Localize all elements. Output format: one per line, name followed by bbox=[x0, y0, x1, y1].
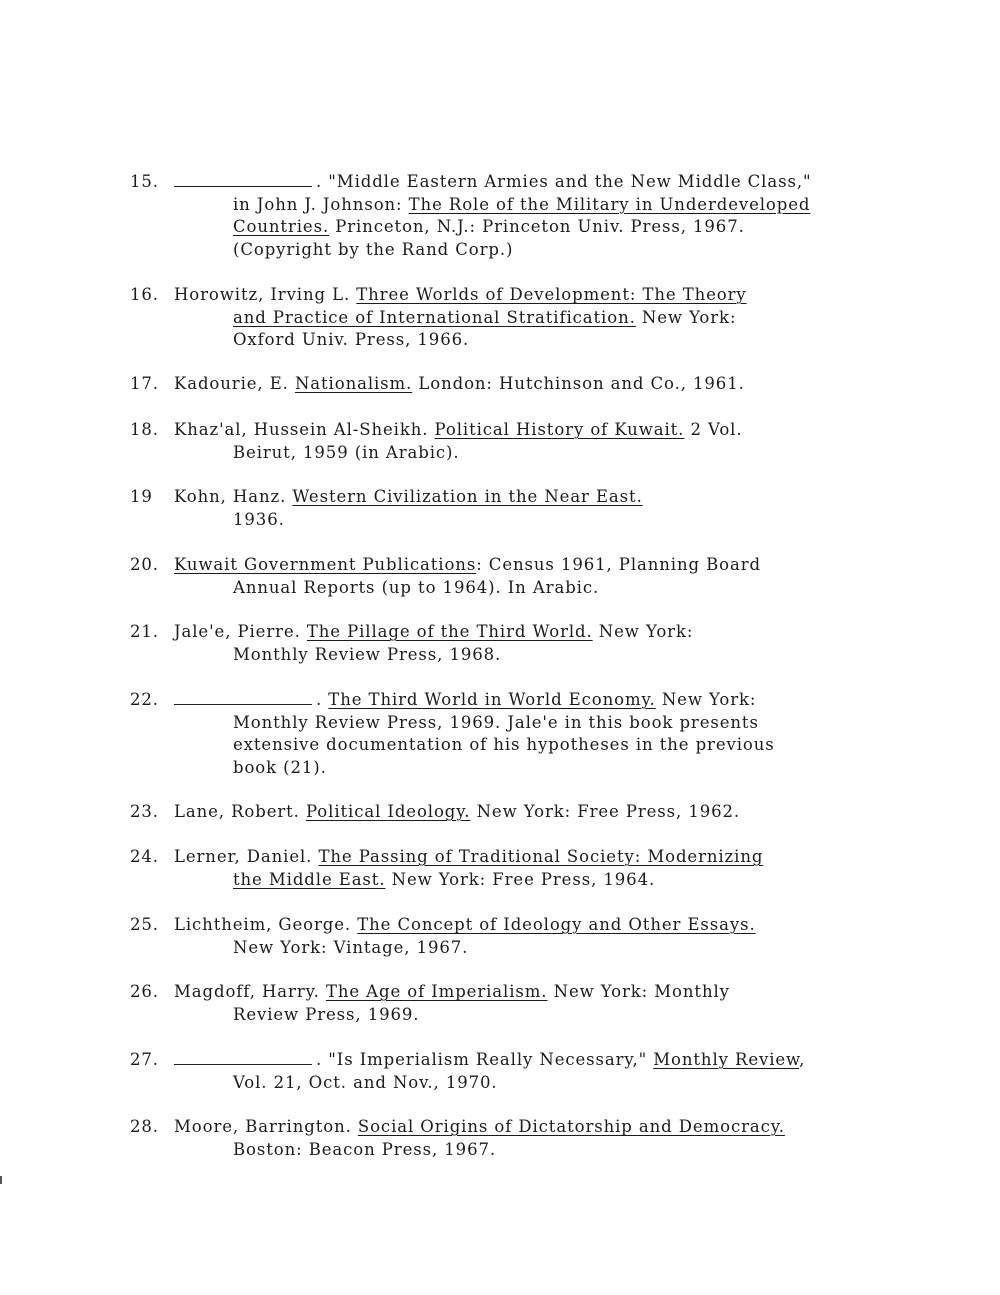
entry-number: 16. bbox=[130, 285, 159, 304]
entry-first-line bbox=[130, 373, 910, 396]
citation-text: Khaz'al, Hussein Al-Sheikh. bbox=[174, 420, 435, 439]
entry-first-line bbox=[130, 1116, 910, 1139]
citation-text: Monthly Review Press, 1968. bbox=[233, 644, 502, 664]
entry-number: 25. bbox=[130, 915, 159, 934]
entry-first-line bbox=[130, 914, 910, 937]
citation-text: Monthly Review Press, 1969. Jale'e in this book presents bbox=[233, 712, 759, 732]
entry-first-line bbox=[130, 621, 910, 644]
citation-text: New York: Free Press, 1964. bbox=[385, 869, 656, 889]
underlined-title: Western Civilization in the Near East. bbox=[292, 487, 643, 506]
citation-text: New York: bbox=[655, 690, 757, 709]
entry-number: 18. bbox=[130, 420, 159, 439]
entry-number: 15. bbox=[130, 172, 159, 191]
citation-text: New York: Monthly bbox=[547, 982, 730, 1001]
bibliography-entry bbox=[130, 1116, 910, 1161]
entry-continuation-line bbox=[130, 239, 910, 262]
citation-text: in John J. Johnson: bbox=[233, 194, 409, 214]
citation-text: New York: Free Press, 1962. bbox=[470, 802, 741, 821]
entry-continuation-line bbox=[130, 1072, 910, 1095]
entry-first-line bbox=[130, 486, 910, 509]
bibliography-entry bbox=[130, 846, 910, 891]
bibliography-entry bbox=[130, 373, 910, 396]
entry-continuation-line bbox=[130, 216, 910, 239]
underlined-title: Monthly Review bbox=[653, 1050, 800, 1069]
citation-text: . "Middle Eastern Armies and the New Middle Class," bbox=[316, 172, 812, 191]
underlined-title: Social Origins of Dictatorship and Democracy. bbox=[357, 1117, 785, 1136]
entry-first-line bbox=[130, 689, 910, 712]
underlined-title: The Third World in World Economy. bbox=[328, 690, 656, 709]
entry-number: 28. bbox=[130, 1117, 159, 1136]
citation-text: Lane, Robert. bbox=[174, 802, 306, 821]
citation-text: Boston: Beacon Press, 1967. bbox=[233, 1139, 497, 1159]
ditto-author-rule bbox=[174, 1060, 312, 1065]
citation-text: , bbox=[799, 1050, 806, 1069]
citation-text: London: Hutchinson and Co., 1961. bbox=[412, 374, 745, 393]
citation-text: Horowitz, Irving L. bbox=[174, 285, 357, 304]
ditto-author-rule bbox=[174, 700, 312, 705]
citation-text: Annual Reports (up to 1964). In Arabic. bbox=[233, 577, 600, 597]
underlined-title: The Pillage of the Third World. bbox=[306, 622, 593, 641]
entry-continuation-line bbox=[130, 194, 910, 217]
underlined-title: Three Worlds of Development: The Theory bbox=[356, 285, 747, 304]
bibliography-entry bbox=[130, 689, 910, 779]
entry-continuation-line bbox=[130, 307, 910, 330]
citation-text: Beirut, 1959 (in Arabic). bbox=[233, 442, 460, 462]
entry-number: 23. bbox=[130, 802, 159, 821]
entry-continuation-line bbox=[130, 937, 910, 960]
underlined-title: The Passing of Traditional Society: Modernizing bbox=[318, 847, 764, 866]
entry-continuation-line bbox=[130, 577, 910, 600]
citation-text: Magdoff, Harry. bbox=[174, 982, 326, 1001]
underlined-title: Political Ideology. bbox=[305, 802, 471, 821]
citation-text: 2 Vol. bbox=[684, 420, 743, 439]
bibliography-entry bbox=[130, 284, 910, 352]
entry-first-line bbox=[130, 419, 910, 442]
entry-first-line bbox=[130, 801, 910, 824]
entry-first-line bbox=[130, 554, 910, 577]
bibliography-entry bbox=[130, 171, 910, 261]
citation-text: Kohn, Hanz. bbox=[174, 487, 293, 506]
entry-number: 17. bbox=[130, 374, 159, 393]
entry-first-line bbox=[130, 1049, 910, 1072]
entry-continuation-line bbox=[130, 509, 910, 532]
citation-text: book (21). bbox=[233, 757, 327, 777]
entry-continuation-line bbox=[130, 734, 910, 757]
entry-number: 22. bbox=[130, 690, 159, 709]
entry-continuation-line bbox=[130, 712, 910, 735]
citation-text: : Census 1961, Planning Board bbox=[476, 555, 761, 574]
underlined-title: Nationalism. bbox=[294, 374, 413, 393]
entry-first-line bbox=[130, 846, 910, 869]
entry-number: 20. bbox=[130, 555, 159, 574]
citation-text: New York: bbox=[592, 622, 694, 641]
entry-continuation-line bbox=[130, 869, 910, 892]
citation-text: Moore, Barrington. bbox=[174, 1117, 358, 1136]
bibliography-entry bbox=[130, 554, 910, 599]
underlined-title: Countries. bbox=[233, 217, 330, 236]
citation-text: New York: bbox=[635, 307, 737, 327]
entry-continuation-line bbox=[130, 442, 910, 465]
underlined-title: the Middle East. bbox=[233, 869, 386, 889]
citation-text: Jale'e, Pierre. bbox=[174, 622, 307, 641]
entry-first-line bbox=[130, 171, 910, 194]
citation-text: Princeton, N.J.: Princeton Univ. Press, 1967. bbox=[329, 217, 745, 236]
citation-text: Kadourie, E. bbox=[174, 374, 295, 393]
bibliography-entry bbox=[130, 1049, 910, 1094]
entry-number: 24. bbox=[130, 847, 159, 866]
underlined-title: Political History of Kuwait. bbox=[434, 420, 685, 439]
entry-continuation-line bbox=[130, 757, 910, 780]
citation-text: Lichtheim, George. bbox=[174, 915, 358, 934]
bibliography-entry bbox=[130, 419, 910, 464]
citation-text: Review Press, 1969. bbox=[233, 1004, 420, 1024]
entry-number: 27. bbox=[130, 1050, 159, 1069]
citation-text: Lerner, Daniel. bbox=[174, 847, 319, 866]
entry-continuation-line bbox=[130, 1004, 910, 1027]
underlined-title: Kuwait Government Publications bbox=[174, 555, 477, 574]
bibliography-entry bbox=[130, 621, 910, 666]
entry-number: 21. bbox=[130, 622, 159, 641]
entry-number: 19 bbox=[130, 487, 153, 506]
margin-mark bbox=[0, 1176, 2, 1184]
citation-text: extensive documentation of his hypotheses in the previous bbox=[233, 735, 775, 754]
entry-continuation-line bbox=[130, 1139, 910, 1162]
bibliography-entry bbox=[130, 981, 910, 1026]
citation-text: Oxford Univ. Press, 1966. bbox=[233, 330, 470, 349]
entry-first-line bbox=[130, 981, 910, 1004]
citation-text: New York: Vintage, 1967. bbox=[233, 937, 469, 957]
underlined-title: The Role of the Military in Underdeveloped bbox=[408, 194, 811, 214]
citation-text: . "Is Imperialism Really Necessary," bbox=[316, 1050, 654, 1069]
underlined-title: The Age of Imperialism. bbox=[325, 982, 548, 1001]
citation-text: Vol. 21, Oct. and Nov., 1970. bbox=[233, 1072, 498, 1092]
underlined-title: and Practice of International Stratification. bbox=[233, 307, 636, 327]
entry-continuation-line bbox=[130, 329, 910, 352]
citation-text: (Copyright by the Rand Corp.) bbox=[233, 239, 514, 259]
bibliography-entry bbox=[130, 486, 910, 531]
underlined-title: The Concept of Ideology and Other Essays. bbox=[357, 915, 756, 934]
citation-text: 1936. bbox=[233, 509, 285, 529]
entry-continuation-line bbox=[130, 644, 910, 667]
ditto-author-rule bbox=[174, 182, 312, 187]
bibliography-entry bbox=[130, 801, 910, 824]
entry-first-line bbox=[130, 284, 910, 307]
entry-number: 26. bbox=[130, 982, 159, 1001]
citation-text: . bbox=[316, 690, 329, 709]
bibliography-entry bbox=[130, 914, 910, 959]
